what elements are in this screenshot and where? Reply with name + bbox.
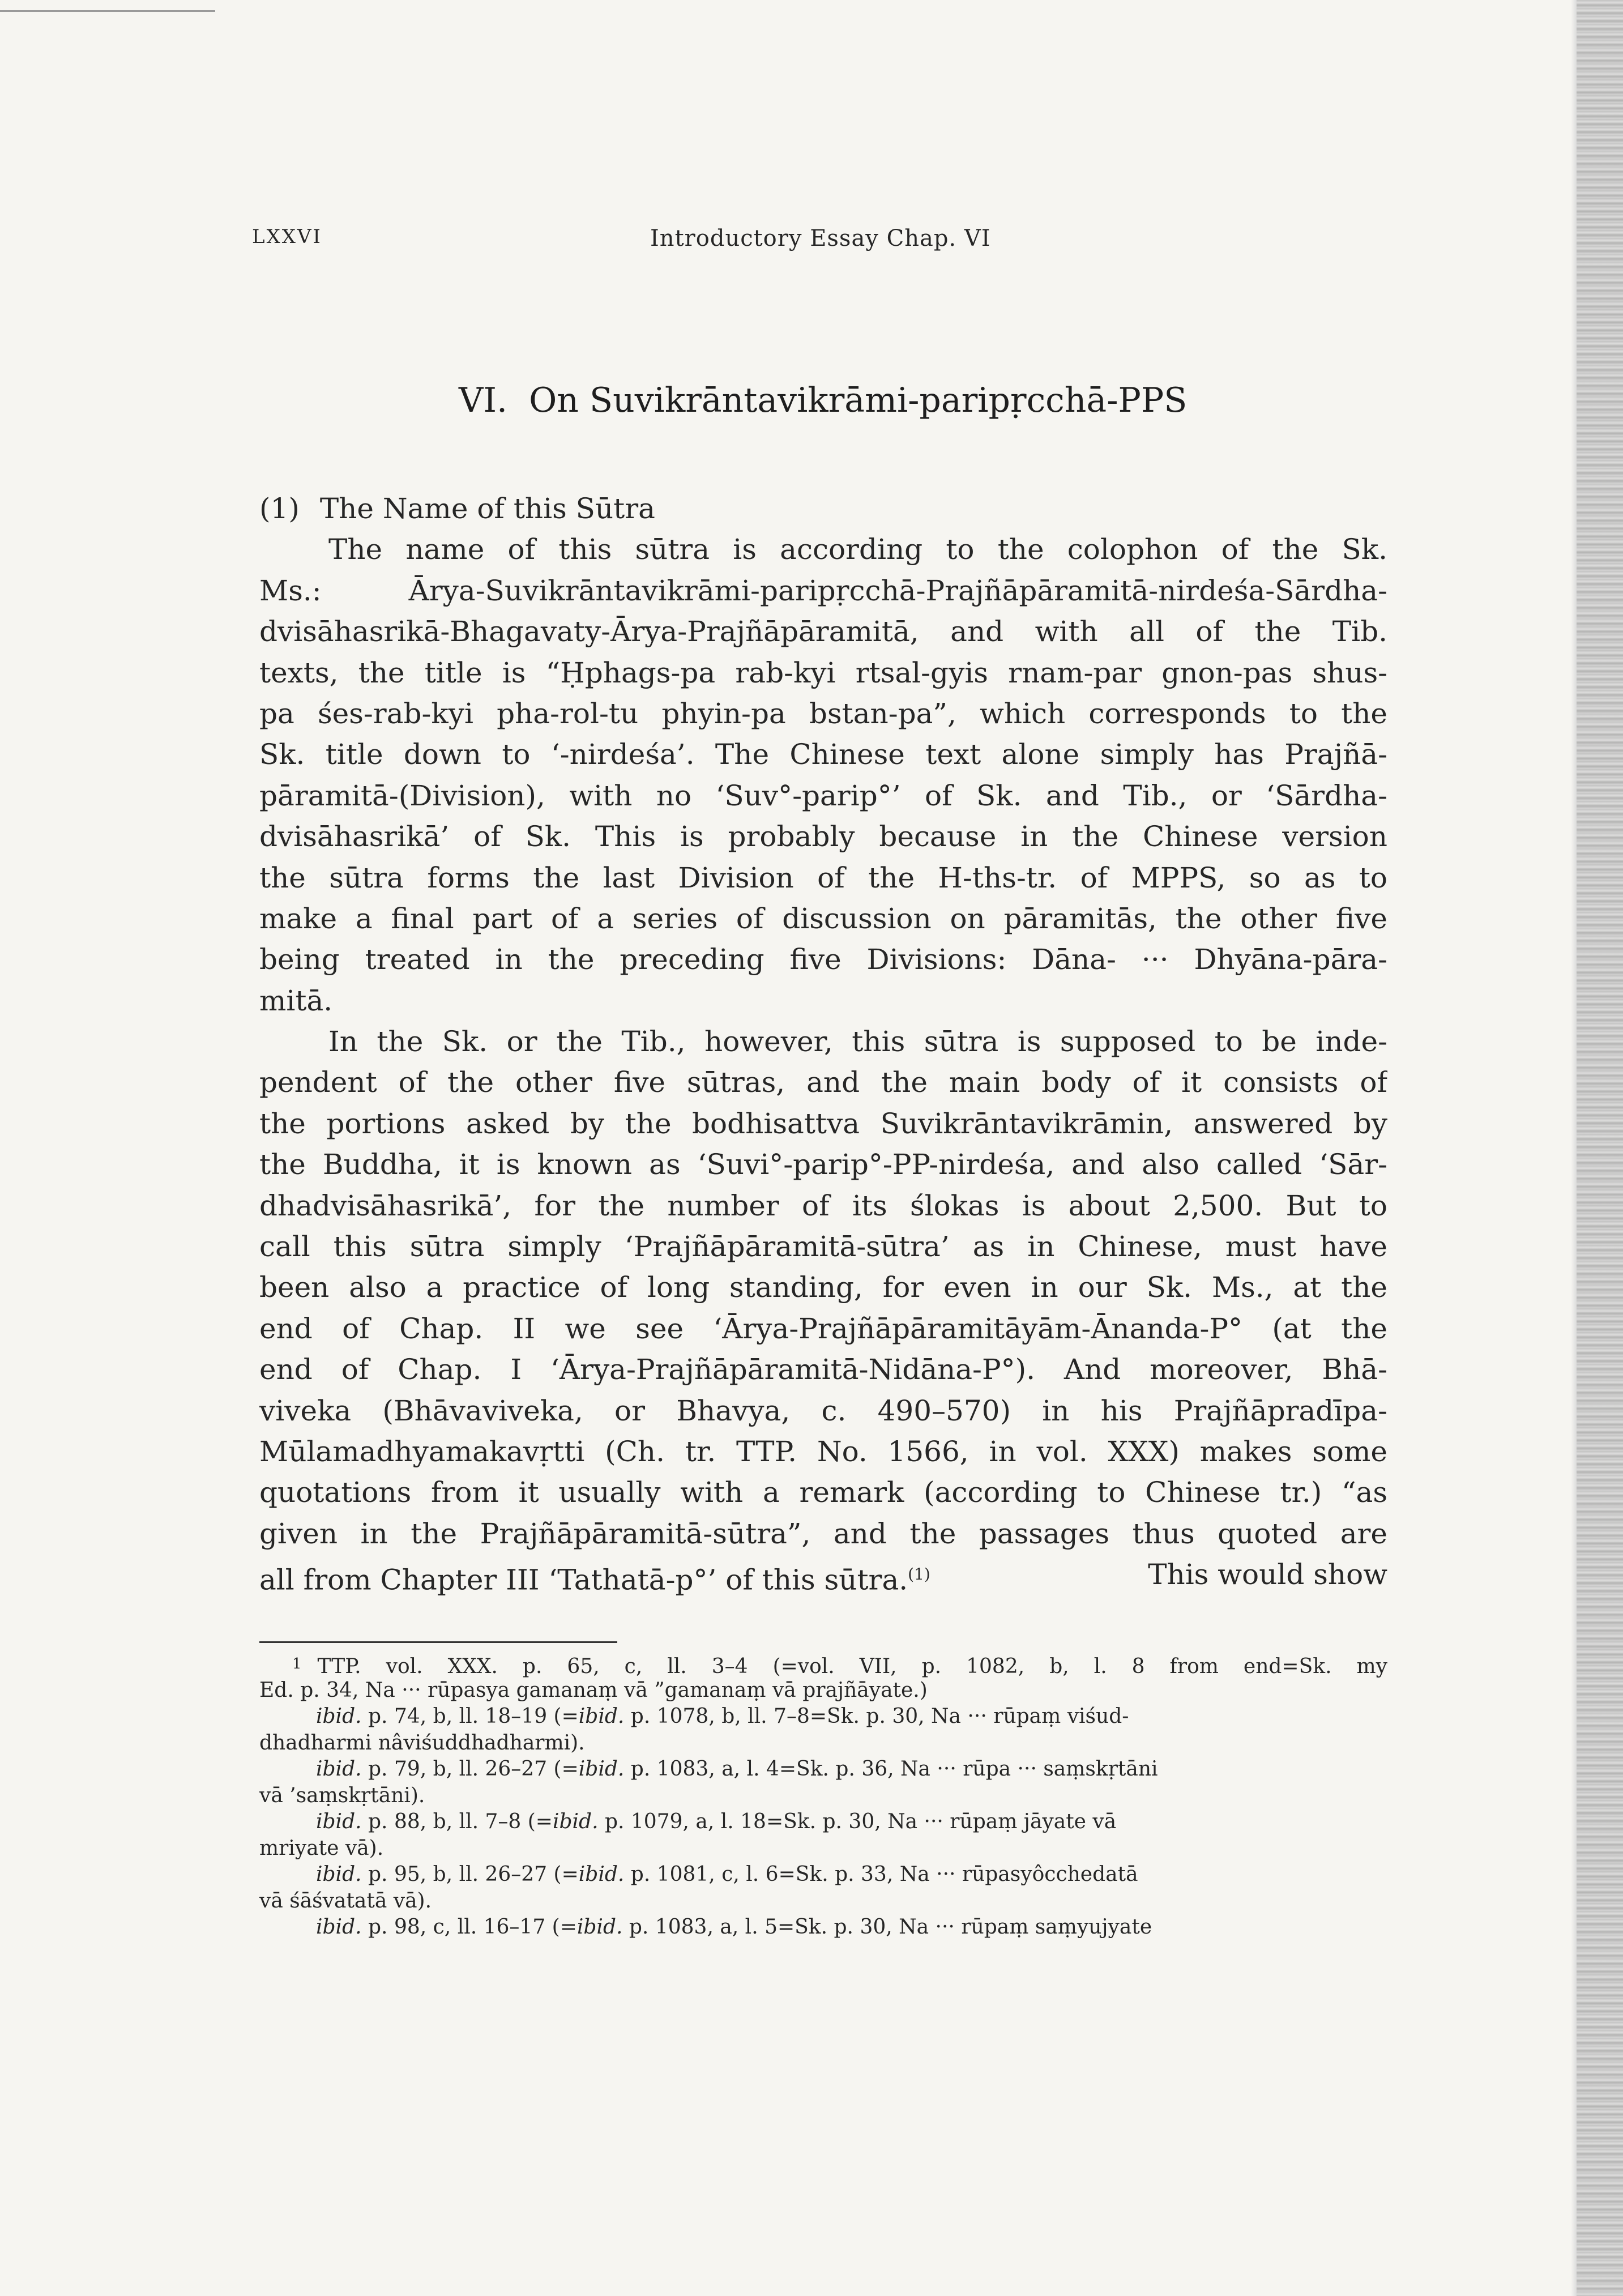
- footnote-line: vā ’saṃskṛtāni).: [259, 1783, 425, 1807]
- text-line: [259, 1554, 1387, 1595]
- text-line: the portions asked by the bodhisattva Suvikrāntavikrāmin, answered by: [259, 1107, 1387, 1140]
- text-line: make a final part of a series of discussion on pāramitās, the other five: [259, 902, 1387, 935]
- text-line: Sk. title down to ‘-nirdeśa’. The Chinese text alone simply has Prajñā-: [259, 738, 1387, 771]
- text-line: end of Chap. I ‘Ārya-Prajñāpāramitā-Nidāna-P°). And moreover, Bhā-: [259, 1353, 1387, 1386]
- section-number: (1): [259, 492, 300, 525]
- text-line: been also a practice of long standing, for even in our Sk. Ms., at the: [259, 1271, 1387, 1304]
- text-line: being treated in the preceding five Divisions: Dāna- ··· Dhyāna-pāra-: [259, 943, 1387, 976]
- chapter-number: VI.: [459, 381, 508, 420]
- text-line: dvisāhasrikā’ of Sk. This is probably because in the Chinese version: [259, 820, 1387, 853]
- section-title: The Name of this Sūtra: [319, 492, 655, 525]
- footnote-separator: [259, 1641, 617, 1643]
- chapter-heading: [459, 381, 1263, 420]
- footnote-line: $^1$ TTP. vol. XXX. p. 65, c, ll. 3–4 (=vol. VII, p. 1082, b, l. 8 from end=Sk. my: [292, 1655, 1387, 1678]
- running-title: Introductory Essay Chap. VI: [650, 225, 991, 251]
- text-line: viveka (Bhāvaviveka, or Bhavya, c. 490–570) in his Prajñāpradīpa-: [259, 1394, 1387, 1427]
- footnote-line: ibid. p. 88, b, ll. 7–8 (=ibid. p. 1079, a, l. 18=Sk. p. 30, Na ··· rūpaṃ jāyate vā: [316, 1810, 1117, 1833]
- text-line: pāramitā-(Division), with no ‘Suv°-parip°’ of Sk. and Tib., or ‘Sārdha-: [259, 779, 1387, 812]
- footnotes: [259, 1651, 1387, 1941]
- text-line: dhadvisāhasrikā’, for the number of its ślokas is about 2,500. But to: [259, 1189, 1387, 1222]
- footnote-line: vā śāśvatatā vā).: [259, 1889, 432, 1913]
- section-heading: [259, 488, 1387, 529]
- text-line: end of Chap. II we see ‘Ārya-Prajñāpāramitāyām-Ānanda-P° (at the: [259, 1312, 1387, 1345]
- main-text: [259, 488, 1387, 1595]
- scan-top-rule: [0, 10, 215, 12]
- text-line-part: all from Chapter III ‘Tathatā-p°’ of this sūtra.$^{(1)}$: [259, 1563, 930, 1597]
- footnote-line: mriyate vā).: [259, 1836, 384, 1860]
- footnote-reference: (1): [908, 1565, 930, 1584]
- footnote-line: ibid. p. 95, b, ll. 26–27 (=ibid. p. 1081, c, l. 6=Sk. p. 33, Na ··· rūpasyôcchedatā: [316, 1863, 1138, 1886]
- page-number: LXXVI: [252, 225, 322, 248]
- text-line: mitā.: [259, 984, 333, 1017]
- text-line: The name of this sūtra is according to the colophon of the Sk.: [328, 533, 1387, 566]
- text-line: Mūlamadhyamakavṛtti (Ch. tr. TTP. No. 1566, in vol. XXX) makes some: [259, 1435, 1387, 1468]
- footnote-line: ibid. p. 98, c, ll. 16–17 (=ibid. p. 1083, a, l. 5=Sk. p. 30, Na ··· rūpaṃ saṃyujyate: [316, 1915, 1152, 1939]
- scan-edge-shadow: [1571, 0, 1577, 2296]
- footnote-line: Ed. p. 34, Na ··· rūpasya gamanaṃ vā ”gamanaṃ vā prajñāyate.): [259, 1678, 928, 1702]
- footnote-line: dhadharmi nâviśuddhadharmi).: [259, 1731, 585, 1755]
- text-line: call this sūtra simply ‘Prajñāpāramitā-sūtra’ as in Chinese, must have: [259, 1230, 1387, 1264]
- text-line: texts, the title is “Ḥphags-pa rab-kyi rtsal-gyis rnam-par gnon-pas shus-: [259, 656, 1387, 689]
- footnote-line: ibid. p. 79, b, ll. 26–27 (=ibid. p. 1083, a, l. 4=Sk. p. 36, Na ··· rūpa ··· saṃskṛtāni: [316, 1757, 1158, 1781]
- text-line: pendent of the other five sūtras, and the main body of it consists of: [259, 1066, 1387, 1099]
- footnote-line: ibid. p. 74, b, ll. 18–19 (=ibid. p. 1078, b, ll. 7–8=Sk. p. 30, Na ··· rūpaṃ viśud-: [316, 1705, 1129, 1728]
- text-line: quotations from it usually with a remark (according to Chinese tr.) “as: [259, 1476, 1387, 1509]
- text-line: dvisāhasrikā-Bhagavaty-Ārya-Prajñāpāramitā, and with all of the Tib.: [259, 615, 1387, 648]
- chapter-title: On Suvikrāntavikrāmi-paripṛcchā-PPS: [529, 381, 1188, 420]
- text-line: pa śes-rab-kyi pha-rol-tu phyin-pa bstan-pa”, which corresponds to the: [259, 697, 1387, 730]
- text-line-part: This would show: [1148, 1558, 1387, 1591]
- text-line: Ms.: Ārya-Suvikrāntavikrāmi-paripṛcchā-Prajñāpāramitā-nirdeśa-Sārdha-: [259, 574, 1387, 607]
- text-line: the Buddha, it is known as ‘Suvi°-parip°-PP-nirdeśa, and also called ‘Sār-: [259, 1148, 1387, 1181]
- text-line: given in the Prajñāpāramitā-sūtra”, and the passages thus quoted are: [259, 1517, 1387, 1550]
- scan-page-edge: [1577, 0, 1623, 2296]
- footnote-mark: 1: [292, 1655, 302, 1672]
- text-line: the sūtra forms the last Division of the H-ths-tr. of MPPS, so as to: [259, 861, 1387, 894]
- text-line: In the Sk. or the Tib., however, this sūtra is supposed to be inde-: [328, 1025, 1387, 1059]
